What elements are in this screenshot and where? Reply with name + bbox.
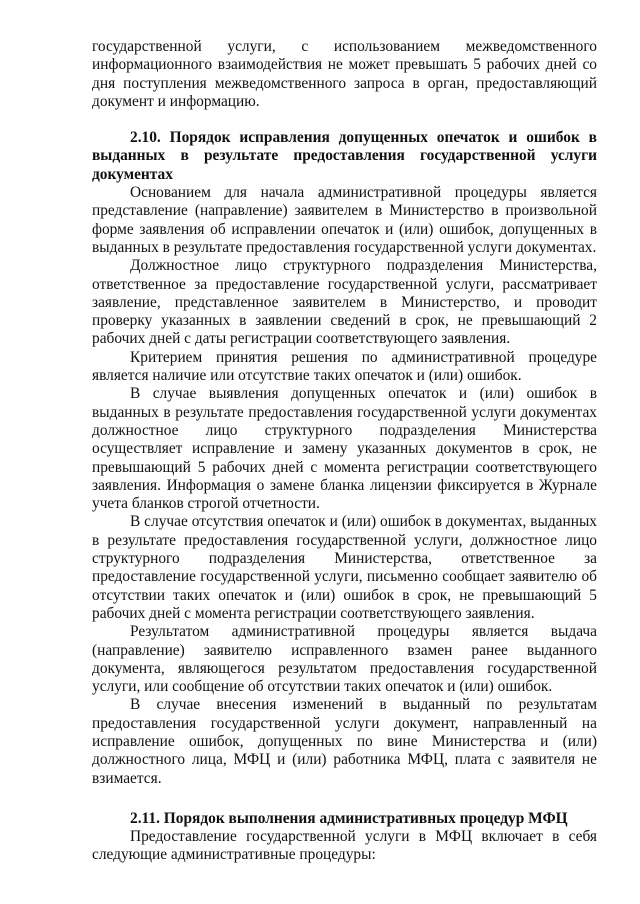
section-2-10-heading: 2.10. Порядок исправления допущенных опечаток и ошибок в выданных в результате предоставления государственной услуги документах [92, 129, 597, 183]
section-2-10-paragraph: Должностное лицо структурного подразделения Министерства, ответственное за предоставление государственной услуги, рассматривает заявление, представленное заявителем в Министерство, и проводит проверку указанных в заявлении сведений в срок, не превышающий 2 рабочих дней с даты регистрации соответствующего заявления. [92, 257, 597, 348]
spacer [92, 788, 597, 810]
section-2-10-paragraph: В случае отсутствия опечаток и (или) ошибок в документах, выданных в результате предоставления государственной услуги, должностное лицо структурного подразделения Министерства, ответственное за предоставление государственной услуги, письменно сообщает заявителю об отсутствии таких опечаток и (или) ошибок в срок, не превышающий 5 рабочих дней с момента регистрации соответствующего заявления. [92, 513, 597, 622]
section-2-11-heading: 2.11. Порядок выполнения административных процедур МФЦ [130, 809, 568, 827]
section-2-10-paragraph: Основанием для начала административной процедуры является представление (направление) заявителем в Министерство в произвольной форме заявления об исправлении опечаток и (или) ошибок, допущенных в выданных в результате предоставления государственной услуги документах. [92, 184, 597, 256]
section-2-10-paragraph: В случае выявления допущенных опечаток и (или) ошибок в выданных в результате предоставления государственной услуги документах должностное лицо структурного подразделения Министерства осуществляет исправление и замену указанных документов в срок, не превышающий 5 рабочих дней с момента регистрации соответствующего заявления. Информация о замене бланка лицензии фиксируется в Журнале учета бланков строгой отчетности. [92, 385, 597, 513]
section-2-11-paragraph: Предоставление государственной услуги в МФЦ включает в себя следующие административные процедуры: [92, 828, 597, 864]
section-2-10-paragraph: В случае внесения изменений в выданный по результатам предоставления государственной услуги документ, направленный на исправление ошибок, допущенных по вине Министерства и (или) должностного лица, МФЦ и (или) работника МФЦ, плата с заявителя не взимается. [92, 696, 597, 787]
section-2-10-paragraph: Критерием принятия решения по административной процедуре является наличие или отсутствие таких опечаток и (или) ошибок. [92, 348, 597, 385]
document-page [92, 38, 597, 865]
spacer [92, 111, 597, 129]
section-2-10-paragraph: Результатом административной процедуры является выдача (направление) заявителю исправленного взамен ранее выданного документа, являющегося результатом предоставления государственной услуги, или сообщение об отсутствии таких опечаток и (или) ошибок. [92, 623, 597, 696]
intro-paragraph: государственной услуги, с использованием межведомственного информационного взаимодействия не может превышать 5 рабочих дней со дня поступления межведомственного запроса в орган, предоставляющий документ и информацию. [92, 38, 597, 110]
